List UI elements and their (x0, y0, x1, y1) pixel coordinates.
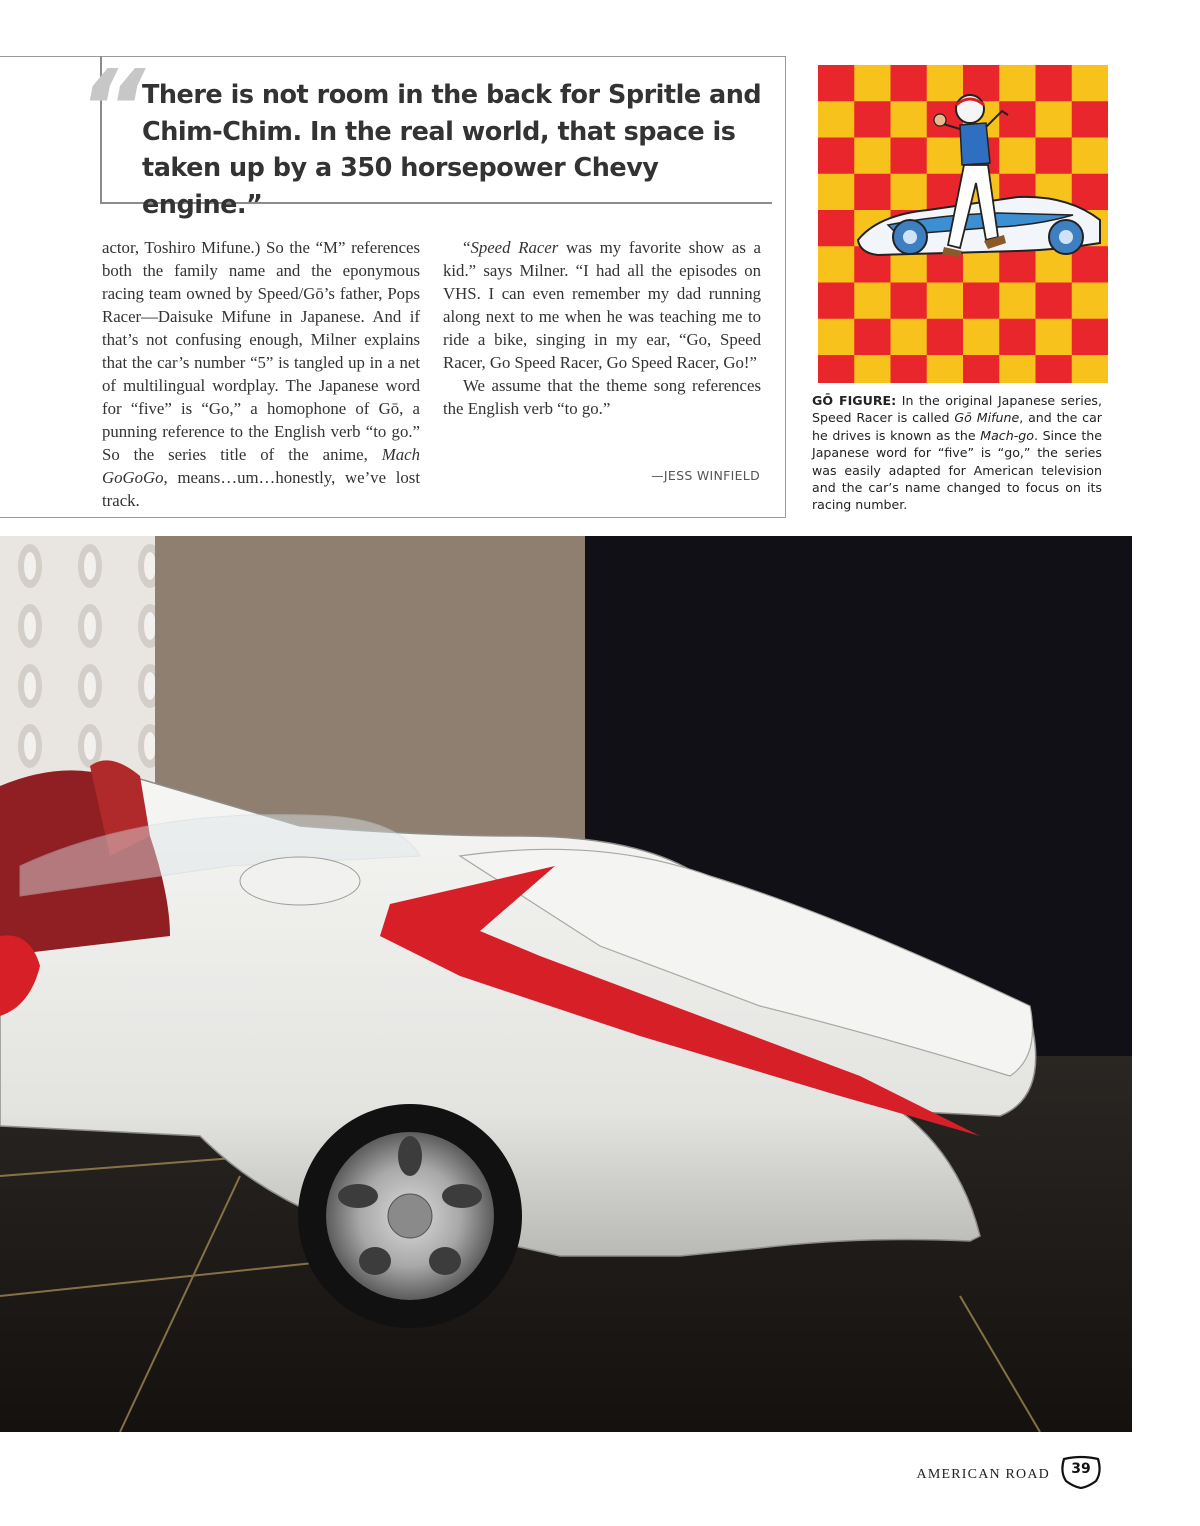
checker-cell (1072, 174, 1108, 211)
caption-lead: GŌ FIGURE: (812, 393, 897, 408)
checker-cell (1072, 246, 1108, 283)
checker-cell (891, 355, 928, 383)
checker-cell (1036, 319, 1073, 356)
speed-racer-illustration (818, 65, 1108, 383)
checker-cell (927, 65, 964, 102)
checker-cell (854, 65, 891, 102)
checker-cell (891, 283, 928, 320)
checker-cell (818, 138, 855, 175)
checker-cell (999, 65, 1036, 102)
article-paragraph: “Speed Racer was my favorite show as a kid.” says Milner. “I had all the episodes on VHS. I can even remember my dad running along next to me when he was teaching me to ride a bike, singing in my ear, “Go, Speed Racer, Go Speed Racer, Go Speed Racer, Go!” (443, 238, 761, 372)
checker-cell (1036, 65, 1073, 102)
checker-cell (963, 319, 1000, 356)
checker-cell (927, 138, 964, 175)
checker-cell (891, 138, 928, 175)
checker-cell (854, 101, 891, 138)
checker-cell (999, 319, 1036, 356)
checker-cell (1072, 355, 1108, 383)
checker-cell (999, 283, 1036, 320)
checker-cell (963, 355, 1000, 383)
figure-caption: GŌ FIGURE: In the original Japanese series, Speed Racer is called Gō Mifune, and the car he drives is known as the Mach-go. Since the Japanese word for “five” is “go,” the series was easily adapted for American television and the car’s name changed to focus on its racing number. (812, 393, 1103, 513)
checker-cell (927, 319, 964, 356)
article-paragraph: We assume that the theme song references the English verb “to go.” (443, 376, 761, 418)
checker-cell (1036, 355, 1073, 383)
checker-cell (818, 355, 855, 383)
checker-cell (999, 101, 1036, 138)
checker-cell (999, 138, 1036, 175)
checker-cell (854, 138, 891, 175)
checker-cell (1036, 138, 1073, 175)
checker-cell (927, 283, 964, 320)
byline: —JESS WINFIELD (651, 468, 760, 483)
article-column-1 (102, 236, 420, 512)
checker-cell (891, 65, 928, 102)
checker-cell (1036, 283, 1073, 320)
checker-cell (1072, 101, 1108, 138)
checker-cell (818, 174, 855, 211)
checker-cell (891, 174, 928, 211)
checker-cell (999, 355, 1036, 383)
checker-cell (1072, 65, 1108, 102)
checker-cell (1072, 138, 1108, 175)
checker-cell (891, 319, 928, 356)
checker-cell (963, 283, 1000, 320)
article-column-2 (443, 236, 761, 420)
mach5-car-photo (0, 536, 1132, 1432)
checker-cell (818, 283, 855, 320)
checker-cell (854, 283, 891, 320)
checker-cell (1072, 283, 1108, 320)
checker-cell (854, 174, 891, 211)
checker-cell (854, 319, 891, 356)
checker-cell (818, 246, 855, 283)
checker-cell (927, 355, 964, 383)
quote-mark-icon: “ (78, 47, 145, 169)
page-number: 39 (1071, 1461, 1091, 1477)
checker-cell (818, 101, 855, 138)
checker-cell (891, 101, 928, 138)
checker-cell (818, 319, 855, 356)
checker-cell (818, 210, 855, 247)
checker-cell (1036, 101, 1073, 138)
article-paragraph: actor, Toshiro Mifune.) So the “M” references both the family name and the eponymous racing team owned by Speed/Gō’s father, Pops Racer—Daisuke Mifune in Japanese. And if that’s not confusing enough, Milner explains that the car’s number “5” is tangled up in a net of multilingual wordplay. The Japanese word for “five” is “Go,” a homophone of Gō, a punning reference to the English verb “to go.” So the series title of the anime, Mach GoGoGo, means…um…honestly, we’ve lost track. (102, 238, 420, 510)
series-title: Mach GoGoGo (102, 445, 420, 487)
magazine-name: AMERICAN ROAD (916, 1467, 1050, 1482)
checker-cell (854, 355, 891, 383)
checker-cell (818, 65, 855, 102)
checker-cell (1072, 319, 1108, 356)
pull-quote: There is not room in the back for Spritle and Chim-Chim. In the real world, that space is taken up by a 350 horsepower Chevy engine.” (142, 80, 762, 220)
